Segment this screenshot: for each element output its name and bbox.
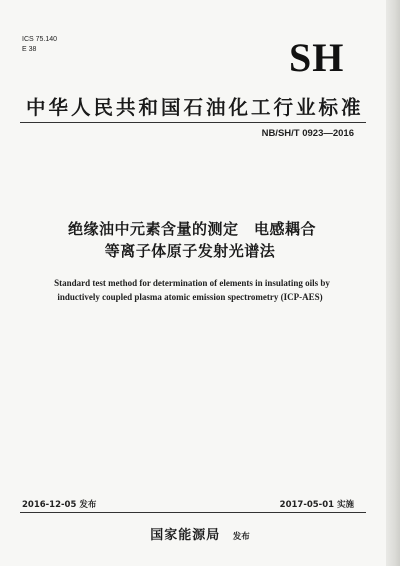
- classification-codes: [22, 35, 57, 55]
- sh-logo: SH: [289, 35, 345, 80]
- issue-date: 2016-12-05 发布: [22, 500, 97, 510]
- title-chinese-line-2: 等离子体原子发射光谱法: [104, 242, 276, 260]
- implementation-date: 2017-05-01 实施: [279, 500, 354, 510]
- publisher-line: [0, 524, 400, 544]
- ccs-code: E 38: [22, 46, 37, 53]
- publisher-action: 发布: [232, 532, 250, 542]
- standard-number: NB/SH/T 0923—2016: [261, 128, 354, 139]
- publisher-name: 国家能源局: [150, 528, 221, 543]
- bottom-divider: [20, 512, 366, 513]
- top-divider: [20, 122, 366, 123]
- title-english-line-1: Standard test method for determination of elements in insulating oils by: [54, 278, 330, 288]
- standard-category-title: 中华人民共和国石油化工行业标准: [26, 96, 364, 119]
- ics-code: ICS 75.140: [22, 36, 58, 43]
- title-english-line-2: inductively coupled plasma atomic emission spectrometry (ICP-AES): [57, 292, 323, 302]
- title-chinese-line-1: 绝缘油中元素含量的测定 电感耦合: [67, 220, 316, 238]
